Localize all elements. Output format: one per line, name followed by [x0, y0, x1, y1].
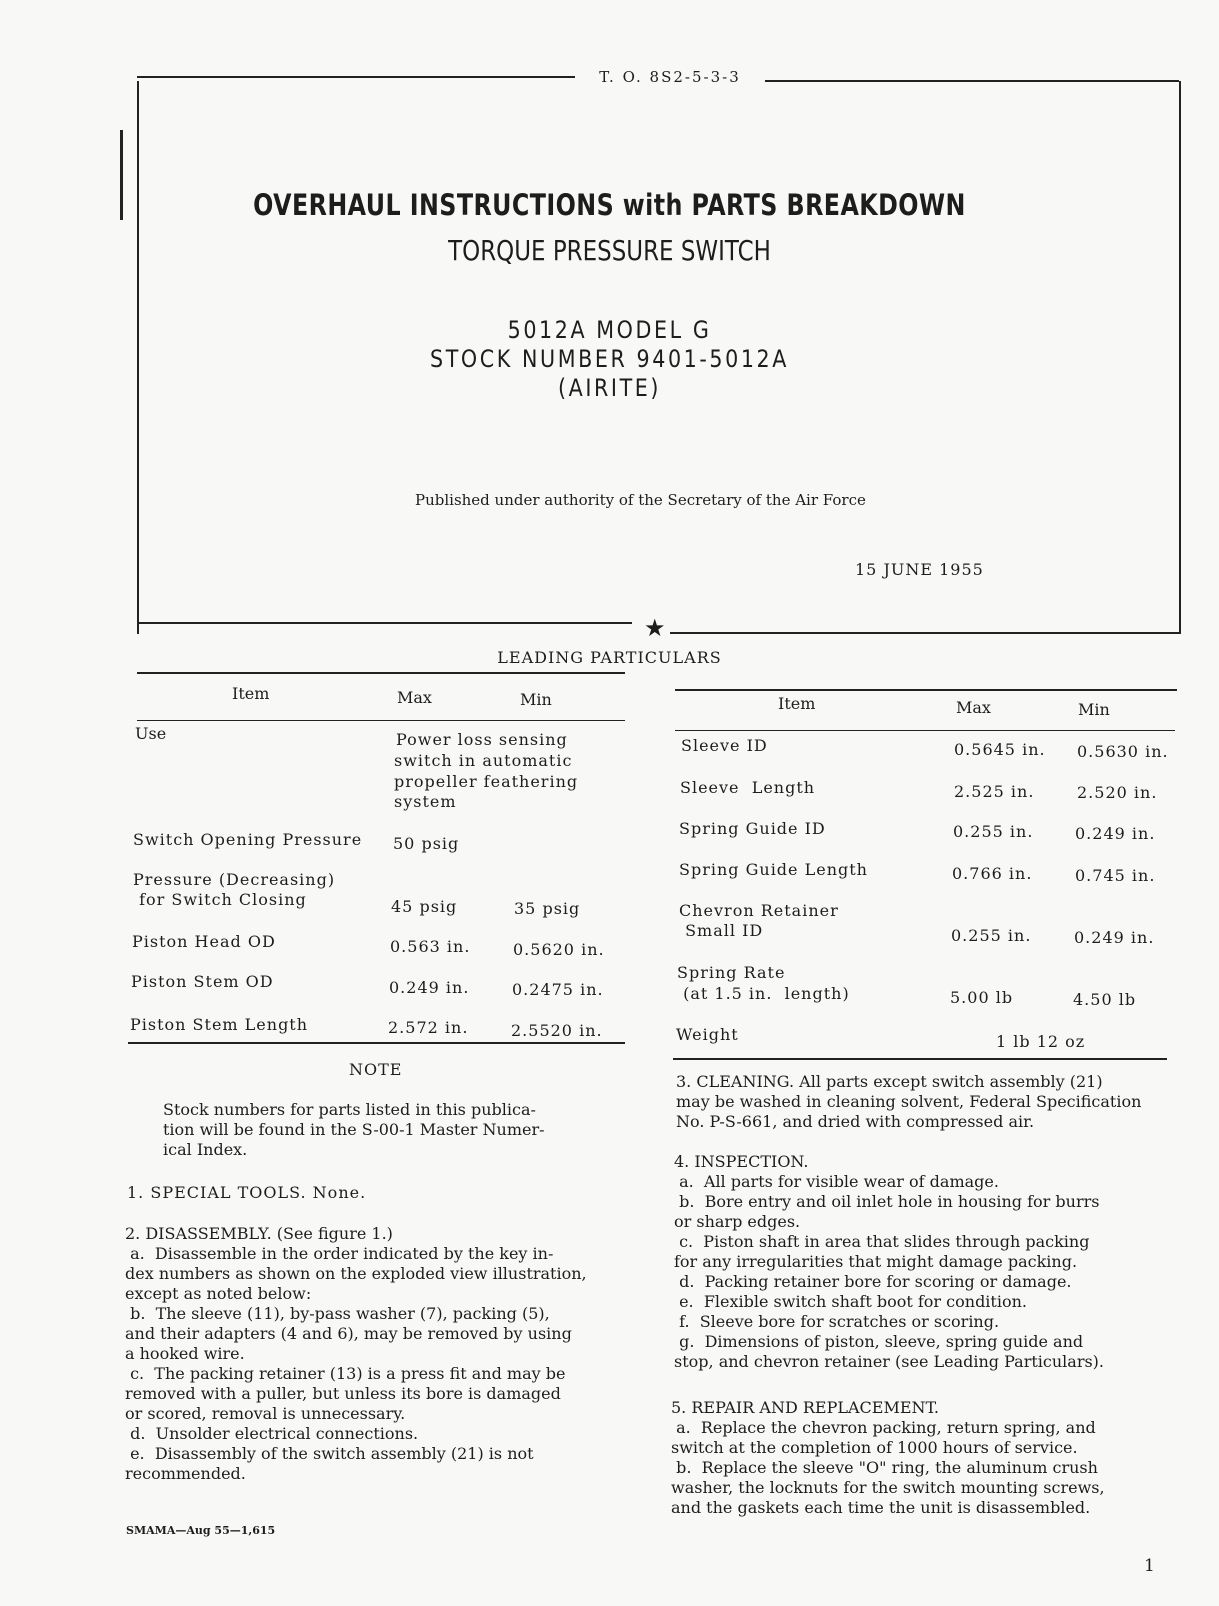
row-item: Small ID: [679, 921, 764, 940]
paragraph-line: and their adapters (4 and 6), may be removed by using: [125, 1324, 572, 1343]
row-item: Spring Guide ID: [679, 819, 826, 838]
paragraph-line: b. Bore entry and oil inlet hole in housing for burrs: [674, 1192, 1100, 1211]
column-header-max: Max: [397, 688, 432, 707]
note-line: Stock numbers for parts listed in this publica-: [163, 1100, 536, 1119]
row-min: 0.5620 in.: [513, 940, 605, 959]
column-header-min: Min: [520, 690, 552, 709]
row-max: 2.525 in.: [954, 782, 1035, 801]
page-number: 1: [1144, 1556, 1155, 1576]
paragraph-line: may be washed in cleaning solvent, Federal Specification: [676, 1092, 1142, 1111]
paragraph-line: No. P-S-661, and dried with compressed air.: [676, 1112, 1035, 1131]
row-item: Piston Stem OD: [131, 972, 274, 991]
row-min: 0.745 in.: [1075, 866, 1156, 885]
paragraph-line: d. Unsolder electrical connections.: [125, 1424, 419, 1443]
table-rule: [128, 1042, 625, 1044]
table-rule: [675, 730, 1175, 731]
paragraph-line: and the gaskets each time the unit is disassembled.: [671, 1498, 1091, 1517]
box-top-left-rule: [137, 76, 575, 78]
table-rule: [675, 689, 1177, 691]
paragraph-line: or sharp edges.: [674, 1212, 801, 1231]
paragraph-line: a. Disassemble in the order indicated by the key in-: [125, 1244, 554, 1263]
disassembly-section: [125, 1224, 587, 1484]
note-body: [163, 1100, 545, 1160]
row-item: Use: [135, 724, 167, 743]
row-max: 5.00 lb: [950, 988, 1014, 1007]
row-item: Spring Rate: [677, 963, 786, 982]
row-min: 2.5520 in.: [511, 1021, 603, 1040]
authority-line: Published under authority of the Secretary of the Air Force: [415, 491, 866, 509]
row-min: 35 psig: [514, 899, 581, 918]
row-item: Sleeve Length: [680, 778, 816, 797]
row-min: 0.249 in.: [1074, 928, 1155, 947]
cleaning-section: [676, 1072, 1141, 1132]
row-item: Pressure (Decreasing): [133, 870, 336, 889]
row-max: 0.249 in.: [389, 978, 470, 997]
table-rule: [137, 720, 625, 721]
box-bottom-left-rule: [137, 622, 632, 624]
document-subtitle: TORQUE PRESSURE SWITCH: [448, 234, 771, 267]
row-item: Piston Stem Length: [130, 1015, 309, 1034]
column-header-item: Item: [778, 694, 816, 713]
row-max: Power loss sensing: [396, 730, 568, 749]
paragraph-line: recommended.: [125, 1464, 246, 1483]
row-max: propeller feathering: [394, 772, 579, 791]
row-item: Weight: [676, 1025, 739, 1044]
publication-date: 15 JUNE 1955: [855, 560, 984, 579]
note-title: NOTE: [349, 1060, 403, 1079]
paragraph-line: a. Replace the chevron packing, return spring, and: [671, 1418, 1096, 1437]
paragraph-line: 3. CLEANING. All parts except switch assembly (21): [676, 1072, 1103, 1091]
row-max: 1 lb 12 oz: [996, 1032, 1086, 1051]
paragraph-line: 4. INSPECTION.: [674, 1152, 809, 1171]
row-max: 0.5645 in.: [954, 740, 1046, 759]
paragraph-line: b. The sleeve (11), by-pass washer (7), packing (5),: [125, 1304, 550, 1323]
paragraph-line: stop, and chevron retainer (see Leading Particulars).: [674, 1352, 1105, 1371]
row-item: for Switch Closing: [133, 890, 307, 909]
row-min: 2.520 in.: [1077, 783, 1158, 802]
row-min: 4.50 lb: [1073, 990, 1137, 1009]
to-number: T. O. 8S2-5-3-3: [580, 68, 760, 86]
row-min: 0.5630 in.: [1077, 742, 1169, 761]
table-rule: [673, 1058, 1167, 1060]
row-max: switch in automatic: [394, 751, 573, 770]
column-header-min: Min: [1078, 700, 1110, 719]
row-max: 45 psig: [391, 897, 458, 916]
column-header-item: Item: [232, 684, 270, 703]
row-max: 0.766 in.: [952, 864, 1033, 883]
row-max: 50 psig: [393, 834, 460, 853]
paragraph-line: removed with a puller, but unless its bore is damaged: [125, 1384, 561, 1403]
row-max: system: [394, 792, 457, 811]
footer-code: SMAMA—Aug 55—1,615: [126, 1524, 276, 1537]
leading-particulars-title: LEADING PARTICULARS: [497, 648, 722, 667]
paragraph-line: a. All parts for visible wear of damage.: [674, 1172, 999, 1191]
row-max: 2.572 in.: [388, 1018, 469, 1037]
row-item: Switch Opening Pressure: [133, 830, 363, 849]
row-max: 0.255 in.: [951, 926, 1032, 945]
paragraph-line: washer, the locknuts for the switch mounting screws,: [671, 1478, 1105, 1497]
row-min: 0.2475 in.: [512, 980, 604, 999]
manufacturer-line: (AIRITE): [557, 374, 662, 402]
box-bottom-right-rule: [666, 632, 1179, 634]
row-item: (at 1.5 in. length): [677, 984, 850, 1003]
paragraph-line: c. Piston shaft in area that slides through packing: [674, 1232, 1090, 1251]
paragraph-line: for any irregularities that might damage packing.: [674, 1252, 1078, 1271]
paragraph-line: e. Disassembly of the switch assembly (21) is not: [125, 1444, 534, 1463]
row-item: Spring Guide Length: [679, 860, 868, 879]
paragraph-line: a hooked wire.: [125, 1344, 245, 1363]
row-min: 0.249 in.: [1075, 824, 1156, 843]
row-item: Chevron Retainer: [679, 901, 839, 920]
stock-number-line: STOCK NUMBER 9401-5012A: [430, 345, 789, 373]
row-max: 0.255 in.: [953, 822, 1034, 841]
paragraph-line: dex numbers as shown on the exploded view illustration,: [125, 1264, 587, 1283]
repair-section: [671, 1398, 1105, 1518]
note-line: tion will be found in the S-00-1 Master Numer-: [163, 1120, 545, 1139]
paragraph-line: f. Sleeve bore for scratches or scoring.: [674, 1312, 1000, 1331]
paragraph-line: or scored, removal is unnecessary.: [125, 1404, 406, 1423]
star-icon: ★: [640, 614, 670, 642]
paragraph-line: 2. DISASSEMBLY. (See figure 1.): [125, 1224, 393, 1243]
box-top-right-rule: [765, 80, 1179, 82]
note-line: ical Index.: [163, 1140, 248, 1159]
row-item: Piston Head OD: [132, 932, 276, 951]
paragraph-line: except as noted below:: [125, 1284, 312, 1303]
paragraph-line: b. Replace the sleeve "O" ring, the aluminum crush: [671, 1458, 1098, 1477]
paragraph-line: e. Flexible switch shaft boot for condition.: [674, 1292, 1027, 1311]
column-header-max: Max: [956, 698, 991, 717]
inspection-section: [674, 1152, 1104, 1372]
row-max: 0.563 in.: [390, 937, 471, 956]
paragraph-line: c. The packing retainer (13) is a press fit and may be: [125, 1364, 566, 1383]
model-line: 5012A MODEL G: [507, 316, 712, 344]
paragraph-line: switch at the completion of 1000 hours of service.: [671, 1438, 1078, 1457]
paragraph-line: d. Packing retainer bore for scoring or damage.: [674, 1272, 1072, 1291]
paragraph-line: g. Dimensions of piston, sleeve, spring guide and: [674, 1332, 1084, 1351]
row-item: Sleeve ID: [681, 736, 768, 755]
document-title: OVERHAUL INSTRUCTIONS with PARTS BREAKDOWN: [253, 188, 966, 222]
table-rule: [137, 672, 625, 674]
paragraph-line: 5. REPAIR AND REPLACEMENT.: [671, 1398, 939, 1417]
special-tools-section: 1. SPECIAL TOOLS. None.: [127, 1183, 367, 1202]
